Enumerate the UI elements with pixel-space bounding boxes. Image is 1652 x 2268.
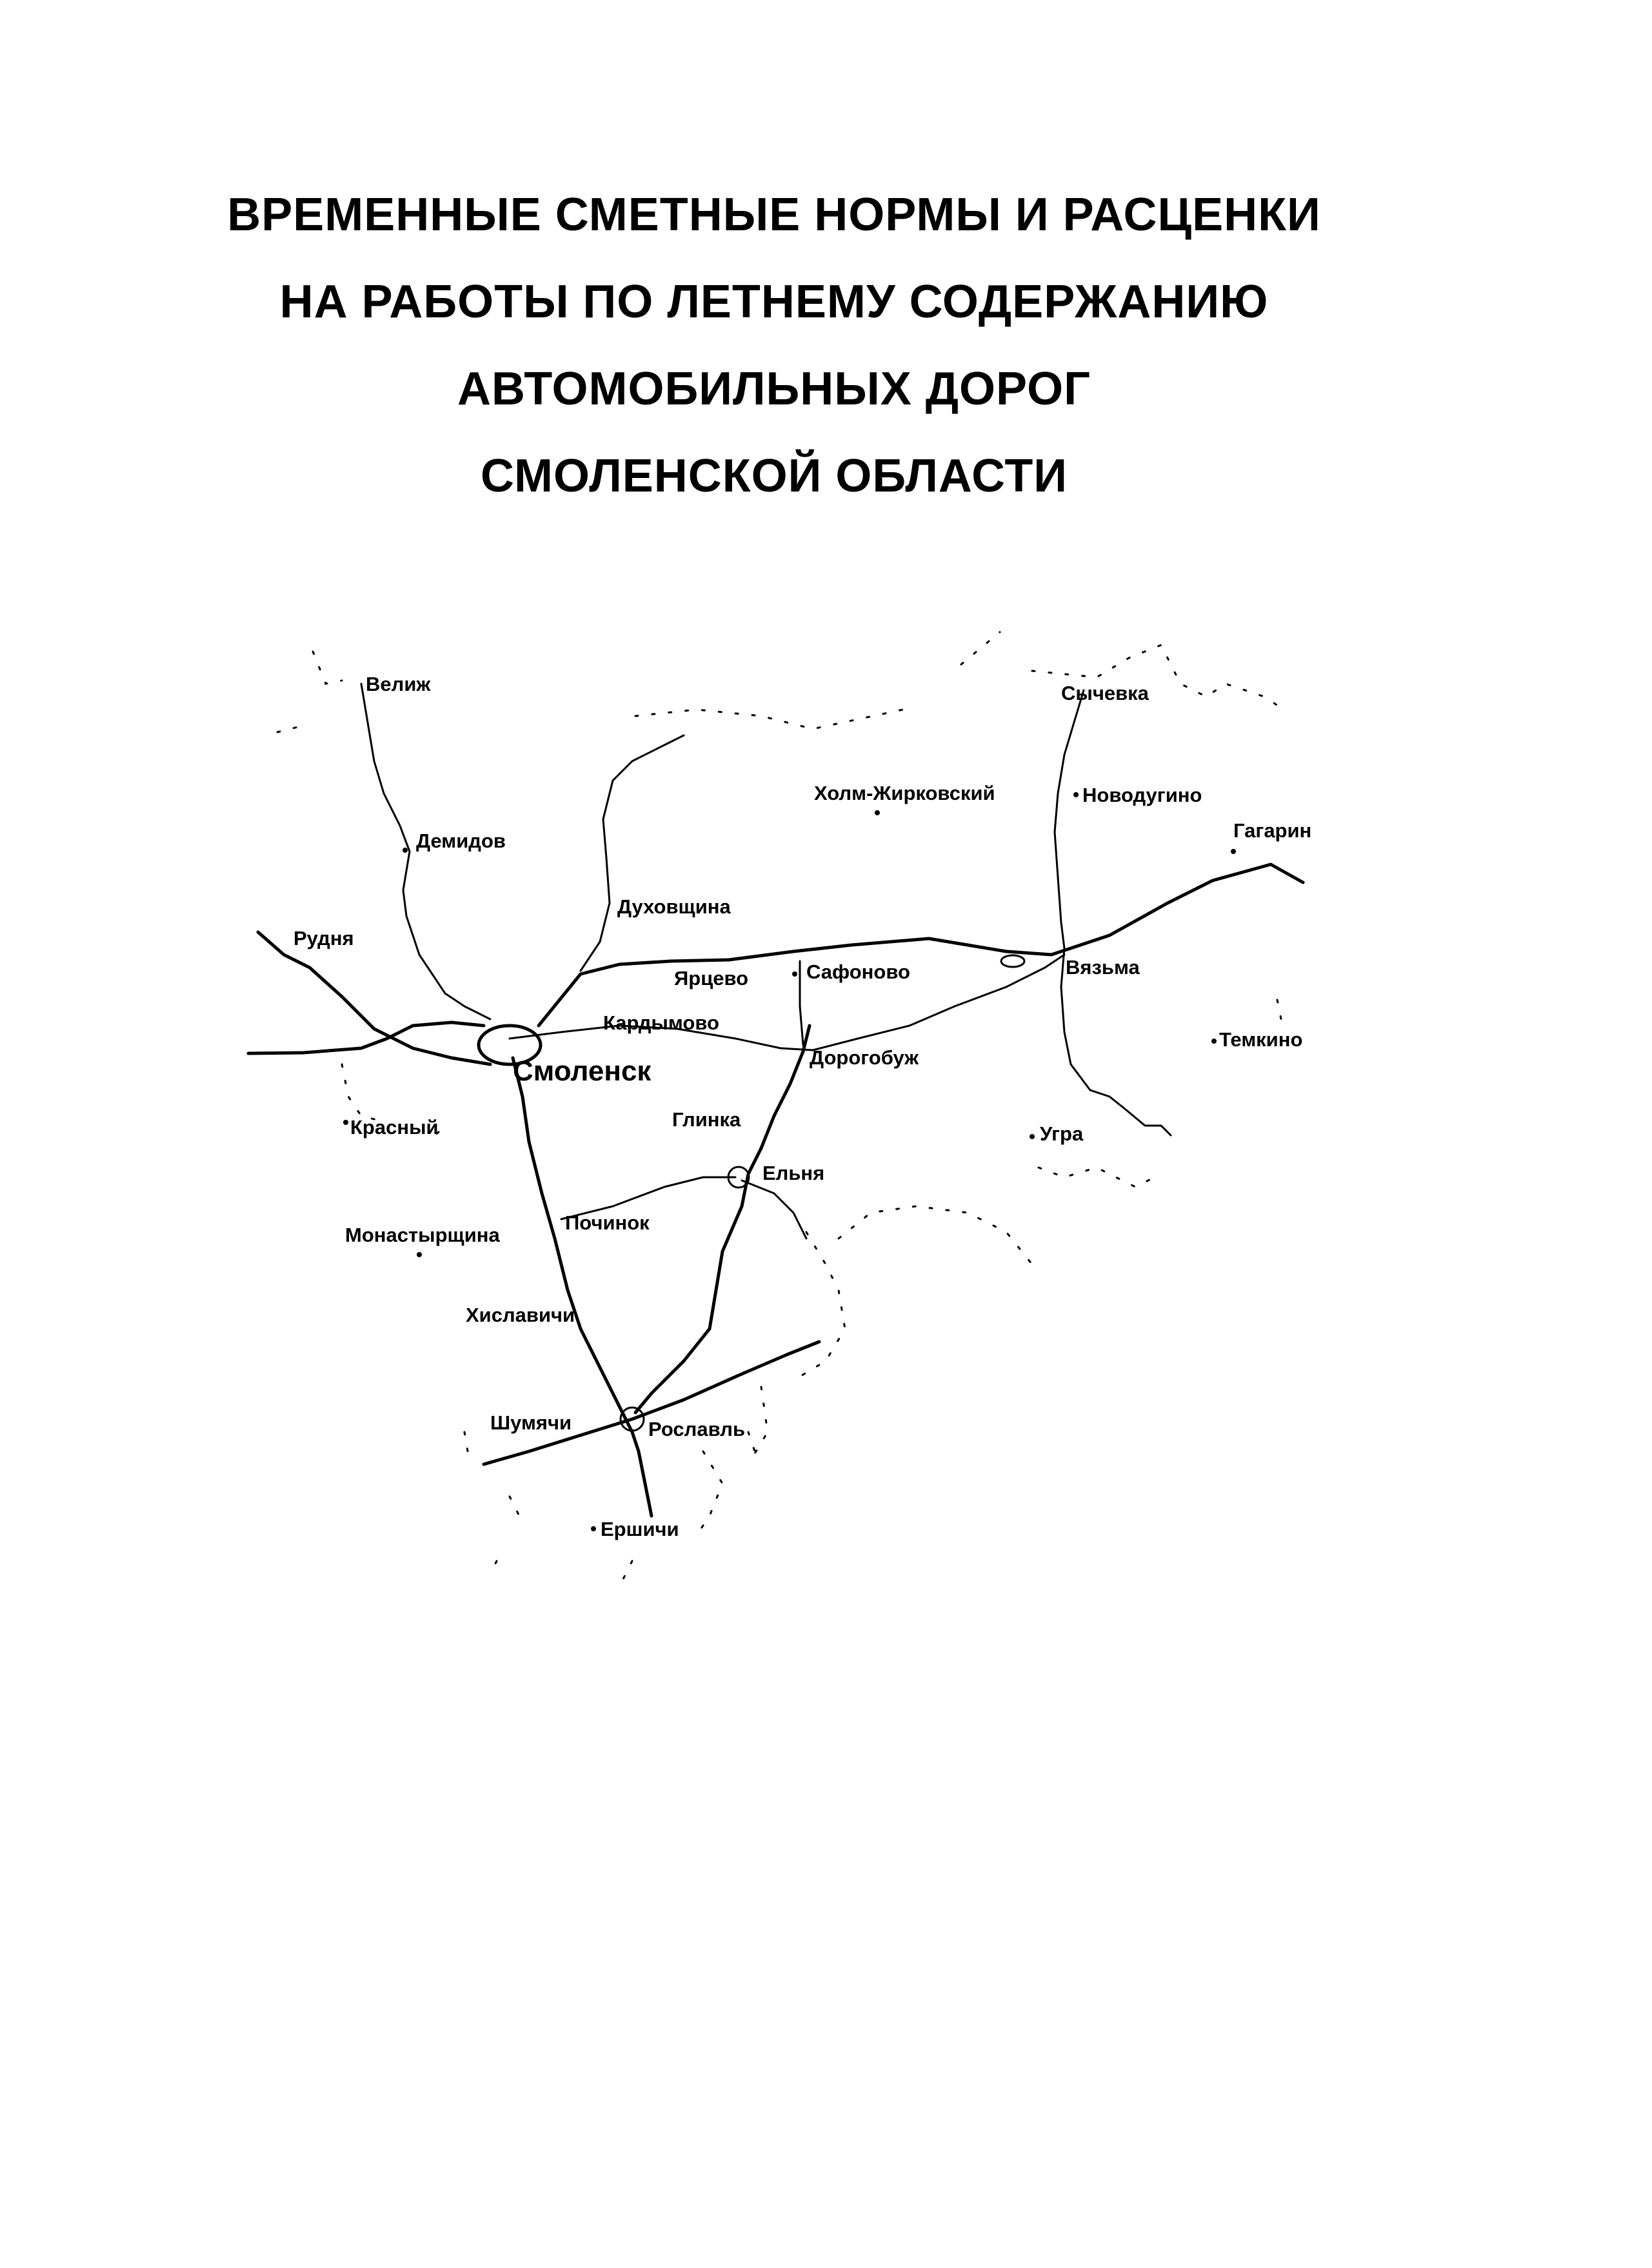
safonovo-marker — [792, 971, 797, 977]
city-label-temkino: Темкино — [1219, 1028, 1303, 1051]
city-label-smolensk: Смоленск — [513, 1055, 652, 1087]
city-label-dorogobuzh: Дорогобуж — [810, 1046, 919, 1069]
ershichi-marker — [591, 1526, 596, 1531]
city-label-elnya: Ельня — [762, 1162, 825, 1184]
city-label-safonovo: Сафоново — [806, 960, 910, 983]
road-safonovo-spur — [800, 961, 803, 1045]
novodugino-marker — [1073, 792, 1079, 797]
temkino-marker — [1211, 1039, 1217, 1044]
road-shumyachi-roslavl-east — [484, 1342, 819, 1464]
road-west-smolensk — [248, 1022, 484, 1053]
vyazma-ring — [1001, 955, 1024, 967]
ugra-marker — [1030, 1134, 1035, 1139]
kholm-marker — [875, 810, 880, 815]
city-label-roslavl: Рославль — [648, 1418, 746, 1440]
city-label-ershichi: Ершичи — [601, 1518, 679, 1540]
road-elnya-east — [742, 1180, 806, 1238]
title-line-3: АВТОМОБИЛЬНЫХ ДОРОГ — [457, 363, 1091, 415]
region-border — [277, 632, 1284, 1587]
road-vyazma-gagarin — [1071, 864, 1303, 948]
city-label-kholm: Холм-Жирковский — [814, 782, 995, 804]
krasny-marker — [343, 1120, 348, 1125]
gagarin-marker — [1231, 849, 1236, 854]
city-label-monastyrshchina: Монастырщина — [345, 1224, 500, 1246]
city-label-vyazma: Вязьма — [1066, 956, 1140, 979]
city-label-demidov: Демидов — [416, 830, 506, 852]
city-label-novodugino: Новодугино — [1082, 784, 1202, 806]
city-label-ugra: Угра — [1040, 1122, 1084, 1145]
city-label-khislavichi: Хиславичи — [466, 1304, 575, 1326]
road-smolensk-pochinok-roslavl-ershichi — [513, 1058, 652, 1516]
city-label-pochinok: Починок — [565, 1211, 650, 1234]
title-line-4: СМОЛЕНСКОЙ ОБЛАСТИ — [480, 450, 1068, 502]
city-label-gagarin: Гагарин — [1233, 819, 1312, 842]
city-label-rudnya: Рудня — [294, 927, 354, 950]
city-label-yartsevo: Ярцево — [674, 967, 749, 990]
road-smolensk-kardymovo-dorogobuzh — [510, 955, 1064, 1050]
city-label-shumyachi: Шумячи — [490, 1411, 572, 1434]
city-label-glinka: Глинка — [672, 1108, 741, 1131]
title-line-2: НА РАБОТЫ ПО ЛЕТНЕМУ СОДЕРЖАНИЮ — [279, 276, 1269, 328]
city-label-krasny: Красный — [350, 1116, 439, 1139]
demidov-marker — [403, 848, 408, 853]
city-label-kardymovo: Кардымово — [603, 1011, 719, 1034]
city-label-sychevka: Сычевка — [1061, 682, 1149, 704]
monastyrshchina-marker — [417, 1252, 422, 1257]
title-line-1: ВРЕМЕННЫЕ СМЕТНЫЕ НОРМЫ И РАСЦЕНКИ — [227, 189, 1321, 241]
city-label-velizh: Велиж — [366, 673, 431, 695]
road-dukhovshchina — [581, 735, 684, 971]
city-label-dukhovshchina: Духовщина — [617, 895, 731, 918]
